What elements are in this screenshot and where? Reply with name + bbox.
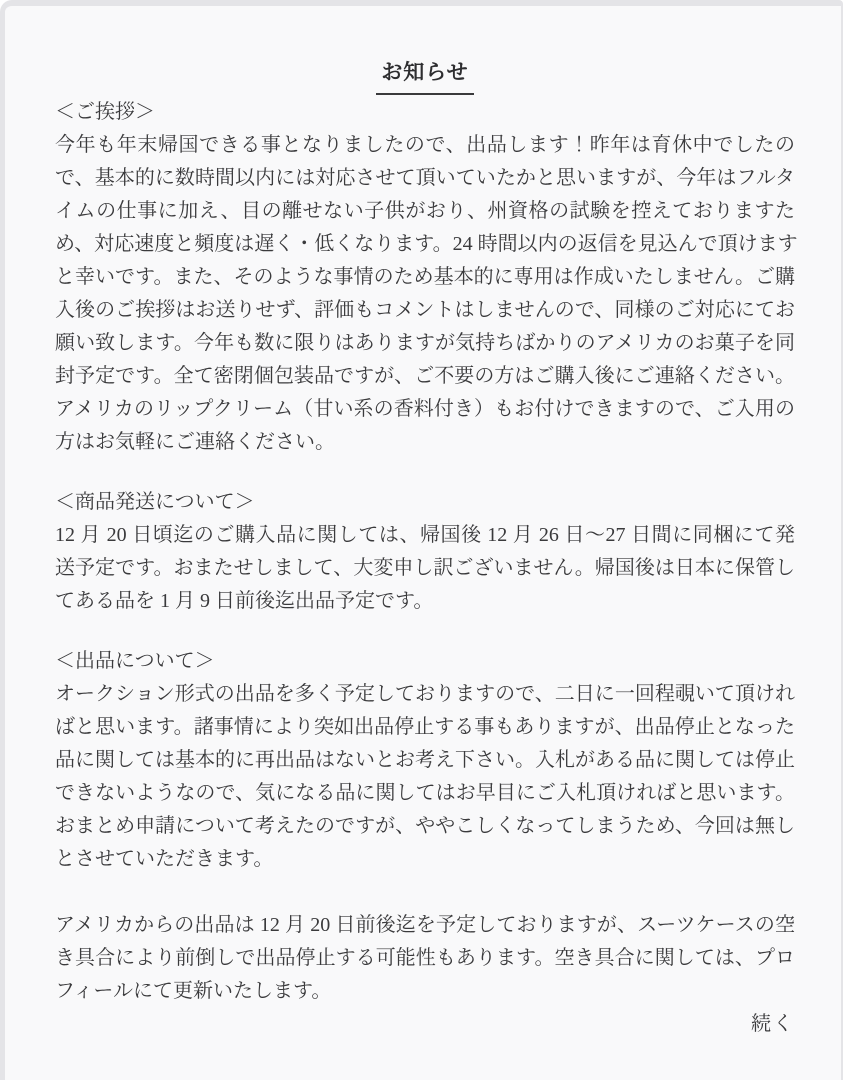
text-line: 願い致します。今年も数に限りはありますが気持ちばかりのアメリカのお菓子を同 xyxy=(55,332,795,354)
section-heading: ＜ご挨拶＞ xyxy=(55,101,155,123)
paragraph xyxy=(55,519,795,618)
section-heading: ＜出品について＞ xyxy=(55,650,215,672)
section-listing xyxy=(55,645,795,1008)
paragraph xyxy=(55,909,795,1008)
text-line: おまとめ申請について考えたのですが、ややこしくなってしまうため、今回は無し xyxy=(55,815,795,837)
paragraph xyxy=(55,129,798,459)
title-row xyxy=(55,56,795,96)
text-line: ばと思います。諸事情により突如出品停止する事もありますが、出品停止となった xyxy=(55,716,795,738)
text-line: イムの仕事に加え、目の離せない子供がおり、州資格の試験を控えておりますた xyxy=(55,200,795,222)
text-line: オークション形式の出品を多く予定しておりますので、二日に一回程覗いて頂けれ xyxy=(55,683,795,705)
text-line: 封予定です。全て密閉個包装品ですが、ご不要の方はご購入後にご連絡ください。 xyxy=(55,365,795,387)
text-line: とさせていただきます。 xyxy=(55,848,274,870)
text-line: 方はお気軽にご連絡ください。 xyxy=(55,431,335,453)
text-line: アメリカのリップクリーム（甘い系の香料付き）もお付けできますので、ご入用の xyxy=(55,398,795,420)
section-greeting xyxy=(55,96,798,459)
text-line: できないようなので、気になる品に関してはお早目にご入札頂ければと思います。 xyxy=(55,782,795,804)
section-heading: ＜商品発送について＞ xyxy=(55,491,255,513)
document-content xyxy=(5,6,841,1080)
text-line: き具合により前倒しで出品停止する可能性もあります。空き具合に関しては、プロ xyxy=(55,947,795,969)
text-line: で、基本的に数時間以内には対応させて頂いていたかと思いますが、今年はフルタ xyxy=(55,167,795,189)
text-line: アメリカからの出品は 12 月 20 日前後迄を予定しておりますが、スーツケースの空 xyxy=(55,914,795,936)
text-line: と幸いです。また、そのような事情のため基本的に専用は作成いたしません。ご購 xyxy=(55,266,795,288)
continued-label: 続く xyxy=(751,1013,795,1035)
text-line: 送予定です。おまたせしまして、大変申し訳ございません。帰国後は日本に保管し xyxy=(55,557,795,579)
text-line: フィールにて更新いたします。 xyxy=(55,980,332,1002)
text-line: 今年も年末帰国できる事となりましたので、出品します！昨年は育休中でしたの xyxy=(55,134,795,156)
text-line: 入後のご挨拶はお送りせず、評価もコメントはしませんので、同様のご対応にてお xyxy=(55,299,795,321)
text-line: てある品を 1 月 9 日前後迄出品予定です。 xyxy=(55,590,434,612)
text-line: 12 月 20 日頃迄のご購入品に関しては、帰国後 12 月 26 日〜27 日間に同梱にて発 xyxy=(55,524,795,546)
document-body xyxy=(55,96,798,1008)
paragraph xyxy=(55,678,795,876)
text-line: め、対応速度と頻度は遅く・低くなります。24 時間以内の返信を見込んで頂けます xyxy=(55,233,798,255)
text-line: 品に関しては基本的に再出品はないとお考え下さい。入札がある品に関しては停止 xyxy=(55,749,795,771)
section-shipping xyxy=(55,486,795,618)
page-title: お知らせ xyxy=(376,56,473,95)
